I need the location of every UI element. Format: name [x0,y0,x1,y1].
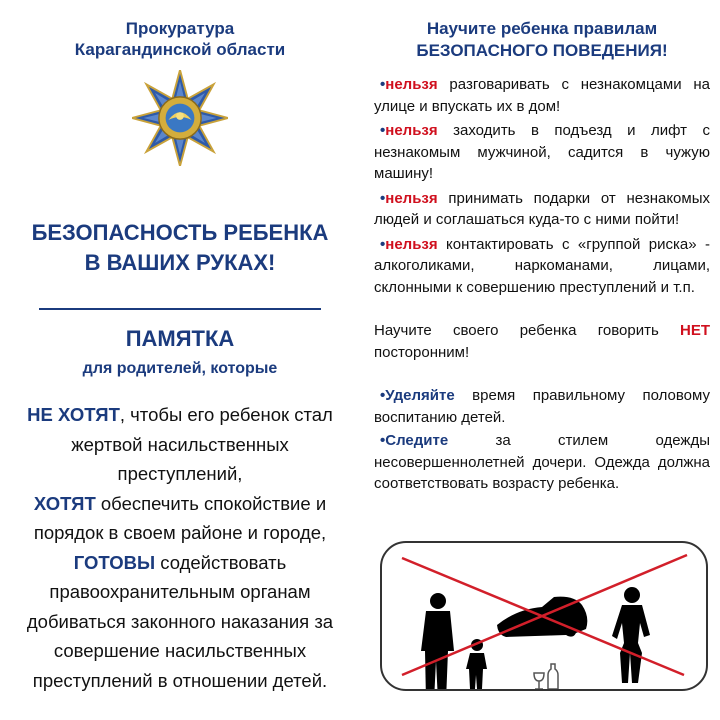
memo-title: ПАМЯТКА [125,326,235,351]
key-word: Уделяйте [385,387,455,404]
org-name-line-1: Прокуратура [125,19,235,38]
list-item [374,188,710,231]
item-text: принимать подарки от незнакомых людей и соглашаться куда-то с ними пойти! [374,189,710,228]
paragraph-text: обеспечить спокойствие и порядок в своем районе и городе, [33,492,327,543]
key-word: нельзя [385,235,438,253]
emblem-icon [132,70,228,166]
woman-icon [612,587,650,683]
slogan [10,218,350,278]
slogan-line-1: БЕЗОПАСНОСТЬ РЕБЕНКА [31,220,329,245]
list-item [374,430,710,495]
paragraph-2 [10,489,350,548]
key-phrase: ГОТОВЫ [73,551,156,573]
bullet-icon: • [380,189,386,207]
item-text: заходить в подъезд и лифт с незнакомым мужчиной, садится в чужую машину! [374,122,710,182]
rules-heading-1: Научите ребенка правилам [426,19,658,38]
bullet-icon: • [380,235,386,253]
item-text: разговаривать с незнакомцами на улице и впускать их в дом! [374,76,710,115]
key-word: нельзя [385,122,438,139]
bullet-icon: • [380,432,386,449]
list-item [374,120,710,185]
list-item [374,234,710,299]
slogan-line-2: В ВАШИХ РУКАХ! [84,250,276,275]
bullet-icon: • [380,387,386,404]
list-item [374,385,710,428]
list-item [374,74,710,117]
key-phrase: НЕ ХОТЯТ [27,404,120,425]
key-word: Следите [385,432,449,449]
divider [39,308,321,310]
right-column [374,18,710,495]
key-word: нельзя [385,76,438,93]
key-phrase: ХОТЯТ [33,492,96,514]
item-text: время правильному половому воспитанию детей. [374,387,710,426]
key-word: нельзя [385,189,438,207]
rules-heading-2: БЕЗОПАСНОГО ПОВЕДЕНИЯ! [416,41,668,60]
item-text: контактировать с «группой риска» - алкоголиками, наркоманами, лицами, склонными к совершению преступлений и т.п. [374,235,710,296]
item-text: за стилем одежды несовершеннолетней дочери. Одежда должна соответствовать возрасту ребенка. [374,432,710,492]
text: посторонним! [374,343,470,361]
paragraph-text: содействовать правоохранительным органам добиваться законного наказания за совершение насильственных преступлений в отношении детей. [26,551,334,691]
man-with-child-icon [421,593,487,689]
key-word: НЕТ [680,322,710,339]
text: Научите своего ребенка говорить [374,322,680,339]
org-name-line-2: Карагандинской области [74,40,286,59]
forbidden-situations-picture [380,541,708,691]
memo-subtitle: для родителей, которые [82,360,278,377]
bullet-icon: • [380,76,386,93]
say-no-paragraph [374,320,710,363]
paragraph-3 [10,548,350,696]
paragraph-1 [10,400,350,489]
left-column [10,18,350,695]
paragraph-text: , чтобы его ребенок стал жертвой насильственных преступлений, [71,404,333,484]
alcohol-icon [534,664,558,689]
memo-body [10,400,350,695]
bullet-icon: • [380,122,386,139]
